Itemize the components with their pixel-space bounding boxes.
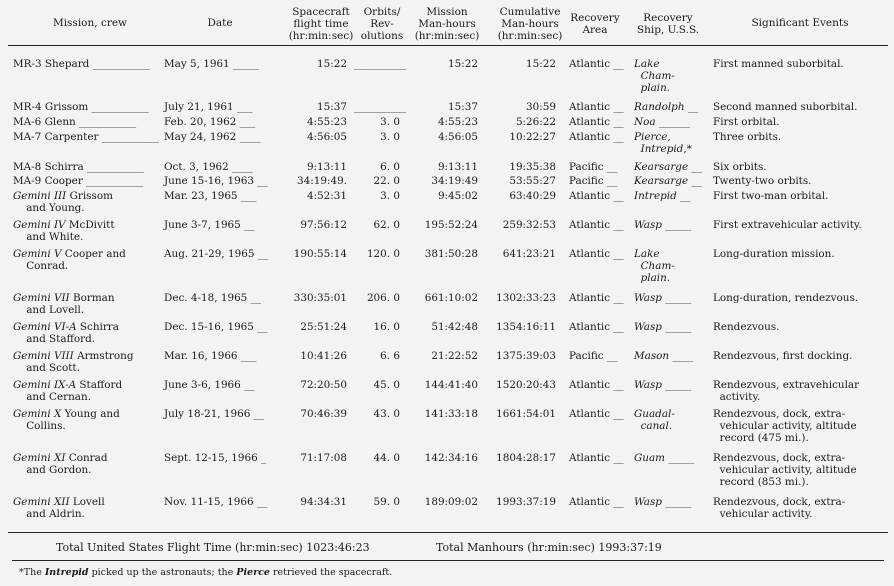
footer-rule-top [8,532,888,533]
mission-manhours: 9:13:11 [437,161,478,173]
significant-events: Long-duration, rendezvous. [713,292,859,304]
mission-manhours: 661:10:02 [424,292,478,304]
mission-date: Feb. 20, 1962 ___ [164,116,256,128]
recovery-ship: Wasp _____ [634,219,692,231]
total-flight-value: 1023:46:23 [306,541,370,554]
orbits: 3. 0 [380,116,400,128]
flight-time: 94:34:31 [300,496,347,508]
significant-events: Rendezvous, dock, extra- vehicular activity, altitude record (853 mi.). [713,452,857,489]
mission-manhours: 381:50:28 [424,248,478,260]
cumulative-manhours: 1520:20:43 [496,379,556,391]
mission-crew [13,408,120,432]
recovery-area: Atlantic __ [569,131,624,143]
crew-line-1: MA-8 Schirra ___________ [13,161,145,173]
orbits: 120. 0 [366,248,400,260]
recovery-ship: Guadal- canal. [634,408,675,433]
crew-line-1: MR-3 Shepard ___________ [13,58,150,70]
mission-manhours: 15:22 [448,58,478,70]
flight-time: 15:22 [317,58,347,70]
total-flight-time [56,541,370,554]
cumulative-manhours: 1302:33:23 [496,292,556,304]
flight-time: 34:19:49. [297,175,347,187]
mission-crew [13,58,150,70]
crew-line-2: Conrad. [13,260,69,273]
cumulative-manhours: 15:22 [526,58,556,70]
significant-events: First manned suborbital. [713,58,844,70]
orbits: __________ [354,58,406,70]
crew-line-1: MA-9 Cooper ___________ [13,175,144,187]
recovery-area: Atlantic __ [569,219,624,231]
program-name: Gemini III [13,190,67,202]
mission-date: May 24, 1962 ____ [164,131,261,143]
footnote-ship-pierce: Pierce [236,567,270,578]
orbits: 62. 0 [373,219,400,231]
recovery-ship: Lake Cham- plain. [634,248,675,285]
header-rule [8,45,888,46]
mission-manhours: 34:19:49 [431,175,478,187]
flight-time: 71:17:08 [300,452,347,464]
cumulative-manhours: 1354:16:11 [496,321,556,333]
mission-date: Mar. 16, 1966 ___ [164,350,257,362]
crew-line-2: and Aldrin. [13,508,85,521]
program-name: Gemini X [13,408,62,420]
recovery-area: Atlantic __ [569,116,624,128]
crew-line-2: and Cernan. [13,391,92,404]
flight-time: 70:46:39 [300,408,347,420]
header-area: Recovery Area [570,12,620,36]
crew-line-1: MA-7 Carpenter ___________ [13,131,159,143]
mission-crew [13,161,144,173]
header-manhours: Mission Man-hours (hr:min:sec) [414,6,480,42]
program-name: Gemini IV [13,219,66,231]
cumulative-manhours: 19:35:38 [509,161,556,173]
orbits: __________ [354,101,406,113]
crew-line-2: Collins. [13,420,66,433]
crew-line-1: MA-6 Glenn ___________ [13,116,137,128]
header-ship: Recovery Ship, U.S.S. [636,12,700,36]
flight-time: 72:20:50 [300,379,347,391]
crew-line-1: Conrad [65,452,108,464]
mission-manhours: 51:42:48 [431,321,478,333]
mission-manhours: 4:55:23 [437,116,478,128]
program-name: Gemini XI [13,452,66,464]
significant-events: Rendezvous, first docking. [713,350,853,362]
mission-manhours: 189:09:02 [424,496,478,508]
mission-manhours: 15:37 [448,101,478,113]
flight-time: 4:56:05 [306,131,347,143]
cumulative-manhours: 53:55:27 [509,175,556,187]
program-name: Gemini VIII [13,350,74,362]
mission-crew [13,379,122,403]
mission-date: Mar. 23, 1965 ___ [164,190,257,202]
recovery-area: Atlantic __ [569,58,624,70]
significant-events: Three orbits. [713,131,782,143]
cumulative-manhours: 641:23:21 [502,248,556,260]
recovery-ship: Randolph __ [634,101,699,113]
orbits: 59. 0 [373,496,400,508]
footnote [19,567,392,578]
cumulative-manhours: 1375:39:03 [496,350,556,362]
flight-time: 330:35:01 [293,292,347,304]
recovery-ship: Wasp _____ [634,379,692,391]
mission-manhours: 4:56:05 [437,131,478,143]
footnote-post: retrieved the spacecraft. [269,567,393,578]
crew-line-1: Schirra [76,321,119,333]
total-manhours [436,541,662,554]
crew-line-2: and Stafford. [13,333,96,346]
significant-events: Rendezvous, dock, extra- vehicular activity, altitude record (475 mi.). [713,408,857,445]
significant-events: First extravehicular activity. [713,219,862,231]
cumulative-manhours: 63:40:29 [509,190,556,202]
cumulative-manhours: 259:32:53 [502,219,556,231]
mission-date: Aug. 21-29, 1965 __ [164,248,269,260]
crew-line-2: and White. [13,231,84,244]
crew-line-1: McDivitt [65,219,115,231]
cumulative-manhours: 1804:28:17 [496,452,556,464]
crew-line-1: Stafford [76,379,123,391]
flight-time: 97:56:12 [300,219,347,231]
mission-date: June 3-7, 1965 __ [164,219,255,231]
crew-line-1: Young and [61,408,120,420]
mission-manhours: 141:33:18 [424,408,478,420]
recovery-area: Atlantic __ [569,452,624,464]
program-name: Gemini IX-A [13,379,77,391]
program-name: Gemini VII [13,292,70,304]
flight-time: 10:41:26 [300,350,347,362]
mission-crew [13,496,105,520]
orbits: 6. 6 [380,350,400,362]
recovery-area: Atlantic __ [569,496,624,508]
crew-line-2: and Gordon. [13,464,92,477]
orbits: 16. 0 [373,321,400,333]
recovery-ship: Guam _____ [634,452,695,464]
orbits: 44. 0 [373,452,400,464]
mission-date: Oct. 3, 1962 ____ [164,161,253,173]
mission-crew [13,131,159,143]
crew-line-1: Lovell [69,496,105,508]
mission-manhours: 144:41:40 [424,379,478,391]
cumulative-manhours: 10:22:27 [509,131,556,143]
mission-manhours: 21:22:52 [431,350,478,362]
header-orbits: Orbits/ Rev- olutions [360,6,404,42]
mission-manhours: 9:45:02 [437,190,478,202]
mission-date: July 18-21, 1966 __ [164,408,265,420]
mission-date: June 15-16, 1963 __ [164,175,268,187]
mission-crew [13,190,113,214]
header-cumulative: Cumulative Man-hours (hr:min:sec) [497,6,563,42]
crew-line-1: Grissom [66,190,113,202]
header-mission: Mission, crew [52,17,128,29]
crew-line-2: and Scott. [13,362,80,375]
orbits: 22. 0 [373,175,400,187]
significant-events: Second manned suborbital. [713,101,858,113]
cumulative-manhours: 1993:37:19 [496,496,556,508]
flight-time: 190:55:14 [293,248,347,260]
cumulative-manhours: 1661:54:01 [496,408,556,420]
recovery-area: Pacific __ [569,161,618,173]
recovery-ship: Kearsarge __ [634,175,702,187]
significant-events: Rendezvous. [713,321,780,333]
mission-date: Nov. 11-15, 1966 __ [164,496,268,508]
header-events: Significant Events [751,17,849,29]
flight-time: 4:55:23 [306,116,347,128]
mission-crew [13,101,149,113]
recovery-ship: Noa ______ [634,116,691,128]
recovery-area: Atlantic __ [569,321,624,333]
crew-line-1: MR-4 Grissom ___________ [13,101,149,113]
recovery-ship: Pierce, Intrepid,* [634,131,692,156]
mission-crew [13,321,119,345]
recovery-area: Atlantic __ [569,408,624,420]
recovery-ship: Kearsarge __ [634,161,702,173]
recovery-area: Pacific __ [569,350,618,362]
mission-date: Dec. 4-18, 1965 __ [164,292,261,304]
mission-manhours: 142:34:16 [424,452,478,464]
mission-crew [13,350,133,374]
total-manhours-label: Total Manhours (hr:min:sec) [436,541,595,554]
recovery-area: Atlantic __ [569,190,624,202]
mission-manhours: 195:52:24 [424,219,478,231]
orbits: 45. 0 [373,379,400,391]
mission-crew [13,116,136,128]
footer-rule-bottom [12,560,884,561]
footnote-ship-intrepid: Intrepid [44,567,89,578]
header-flight-time: Spacecraft flight time (hr:min:sec) [288,6,354,42]
recovery-ship: Intrepid __ [634,190,691,202]
recovery-area: Atlantic __ [569,101,624,113]
mission-date: July 21, 1961 ___ [164,101,253,113]
orbits: 6. 0 [380,161,400,173]
significant-events: First two-man orbital. [713,190,829,202]
recovery-area: Atlantic __ [569,379,624,391]
significant-events: Six orbits. [713,161,767,173]
significant-events: Twenty-two orbits. [713,175,812,187]
cumulative-manhours: 30:59 [526,101,556,113]
recovery-ship: Wasp _____ [634,321,692,333]
mission-crew [13,248,126,272]
crew-line-2: and Young. [13,202,85,215]
recovery-area: Pacific __ [569,175,618,187]
recovery-area: Atlantic __ [569,248,624,260]
crew-line-1: Cooper and [61,248,126,260]
total-flight-label: Total United States Flight Time (hr:min:sec) [56,541,303,554]
footnote-mid: picked up the astronauts; the [88,567,237,578]
crew-line-1: Borman [69,292,115,304]
crew-line-2: and Lovell. [13,304,85,317]
total-manhours-value: 1993:37:19 [598,541,662,554]
orbits: 43. 0 [373,408,400,420]
cumulative-manhours: 5:26:22 [515,116,556,128]
header-date: Date [207,17,233,29]
flight-time: 4:52:31 [306,190,347,202]
recovery-area: Atlantic __ [569,292,624,304]
mission-crew [13,292,115,316]
program-name: Gemini VI-A [13,321,77,333]
recovery-ship: Wasp _____ [634,496,692,508]
significant-events: First orbital. [713,116,780,128]
orbits: 206. 0 [366,292,400,304]
significant-events: Long-duration mission. [713,248,835,260]
mission-date: May 5, 1961 _____ [164,58,259,70]
orbits: 3. 0 [380,190,400,202]
crew-line-1: Armstrong [73,350,134,362]
mission-crew [13,452,107,476]
significant-events: Rendezvous, dock, extra- vehicular activity. [713,496,846,521]
orbits: 3. 0 [380,131,400,143]
flight-time: 25:51:24 [300,321,347,333]
recovery-ship: Mason ____ [634,350,694,362]
footnote-pre: *The [19,567,45,578]
flight-time: 15:37 [317,101,347,113]
mission-date: June 3-6, 1966 __ [164,379,255,391]
program-name: Gemini XII [13,496,70,508]
mission-crew [13,219,115,243]
recovery-ship: Lake Cham- plain. [634,58,675,95]
significant-events: Rendezvous, extravehicular activity. [713,379,860,404]
mission-date: Dec. 15-16, 1965 __ [164,321,268,333]
recovery-ship: Wasp _____ [634,292,692,304]
program-name: Gemini V [13,248,62,260]
flight-time: 9:13:11 [306,161,347,173]
mission-crew [13,175,143,187]
mission-date: Sept. 12-15, 1966 _ [164,452,267,464]
